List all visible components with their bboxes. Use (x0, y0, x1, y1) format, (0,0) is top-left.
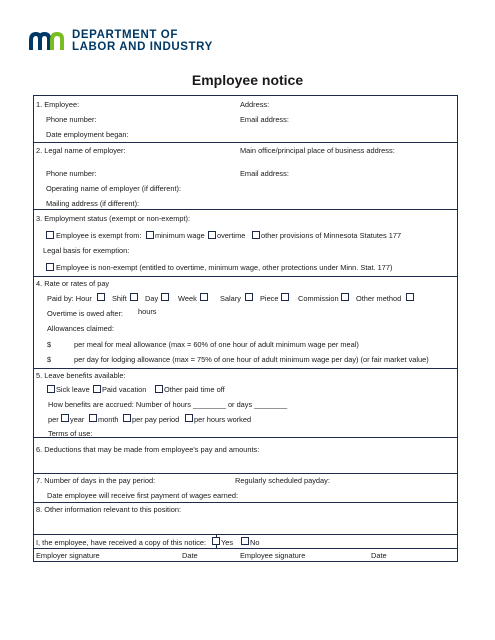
other-method-label: Other method (356, 294, 402, 303)
employer-signature-label: Employer signature (36, 551, 100, 560)
per-month-checkbox[interactable] (89, 414, 97, 422)
per-pay-period-checkbox[interactable] (123, 414, 131, 422)
overtime-checkbox[interactable] (208, 231, 216, 239)
employee-notice-form (33, 95, 458, 562)
lodging-allowance-label: per day for lodging allowance (max = 75% of one hour of adult minimum wage per day) (or fair market value) (74, 355, 429, 364)
employee-signature-label: Employee signature (240, 551, 306, 560)
month-label: month (98, 415, 119, 424)
received-no-checkbox[interactable] (241, 537, 249, 545)
email-label: Email address: (240, 115, 289, 124)
scheduled-payday-label: Regularly scheduled payday: (235, 476, 330, 485)
legal-name-label: 2. Legal name of employer: (36, 146, 126, 155)
rate-of-pay-label: 4. Rate or rates of pay (36, 279, 110, 288)
allowances-label: Allowances claimed: (47, 324, 114, 333)
exempt-from-label: Employee is exempt from: (56, 231, 142, 240)
employee-date-label: Date (371, 551, 387, 560)
divider-1 (34, 142, 457, 143)
per-hours-worked-checkbox[interactable] (185, 414, 193, 422)
other-provisions-checkbox[interactable] (252, 231, 260, 239)
terms-of-use-label: Terms of use: (48, 429, 93, 438)
employer-date-label: Date (182, 551, 198, 560)
days-in-pay-period-label: 7. Number of days in the pay period: (36, 476, 156, 485)
sick-leave-checkbox[interactable] (47, 385, 55, 393)
other-paid-time-checkbox[interactable] (155, 385, 163, 393)
main-office-label: Main office/principal place of business address: (240, 146, 395, 155)
paid-vacation-checkbox[interactable] (93, 385, 101, 393)
received-copy-label: I, the employee, have received a copy of this notice: (36, 538, 207, 547)
divider-8 (34, 534, 457, 535)
overtime-owed-label: Overtime is owed after: (47, 309, 123, 318)
commission-checkbox[interactable] (341, 293, 349, 301)
deductions-label: 6. Deductions that may be made from employee's pay and amounts: (36, 445, 260, 454)
divider-6 (34, 473, 457, 474)
divider-4 (34, 368, 457, 369)
commission-label: Commission (298, 294, 339, 303)
non-exempt-checkbox[interactable] (46, 263, 54, 271)
date-began-label: Date employment began: (46, 130, 129, 139)
per-pay-period-label: per pay period (132, 415, 180, 424)
salary-label: Salary (220, 294, 241, 303)
employer-email-label: Email address: (240, 169, 289, 178)
shift-label: Shift (112, 294, 127, 303)
received-no-label: No (250, 538, 260, 547)
paid-by-hour-label: Paid by: Hour (47, 294, 92, 303)
piece-checkbox[interactable] (281, 293, 289, 301)
mailing-address-label: Mailing address (if different): (46, 199, 140, 208)
divider-9 (34, 548, 457, 549)
shift-checkbox[interactable] (130, 293, 138, 301)
lodging-dollar-sign: $ (47, 355, 52, 364)
leave-benefits-label: 5. Leave benefits available: (36, 371, 126, 380)
per-hours-worked-label: per hours worked (194, 415, 252, 424)
logo-line-2: LABOR AND INDUSTRY (72, 41, 213, 53)
mn-logo-mark (29, 31, 65, 51)
day-label: Day (145, 294, 159, 303)
phone-label: Phone number: (46, 115, 97, 124)
other-method-checkbox[interactable] (406, 293, 414, 301)
first-payment-label: Date employee will receive first payment of wages earned: (47, 491, 239, 500)
dli-logo (29, 28, 249, 54)
per-label: per (48, 415, 59, 424)
year-label: year (70, 415, 85, 424)
meal-dollar-sign: $ (47, 340, 52, 349)
overtime-label: overtime (217, 231, 246, 240)
piece-label: Piece (260, 294, 279, 303)
page-title: Employee notice (191, 72, 304, 88)
hour-checkbox[interactable] (97, 293, 105, 301)
employee-label: 1. Employee: (36, 100, 80, 109)
other-paid-time-label: Other paid time off (164, 385, 225, 394)
paid-vacation-label: Paid vacation (102, 385, 147, 394)
other-provisions-label: other provisions of Minnesota Statutes 177 (261, 231, 402, 240)
meal-allowance-label: per meal for meal allowance (max = 60% of one hour of adult minimum wage per meal) (74, 340, 359, 349)
hours-label: hours (138, 307, 157, 316)
exempt-checkbox[interactable] (46, 231, 54, 239)
per-year-checkbox[interactable] (61, 414, 69, 422)
divider-7 (34, 502, 457, 503)
logo-wordmark (72, 29, 213, 53)
other-info-label: 8. Other information relevant to this position: (36, 505, 182, 514)
received-yes-label: Yes (221, 538, 234, 547)
non-exempt-label: Employee is non-exempt (entitled to overtime, minimum wage, other protections under Minn. Stat. 177) (56, 263, 393, 272)
salary-checkbox[interactable] (245, 293, 253, 301)
received-yes-checkbox[interactable] (212, 537, 220, 545)
logo-line-1: DEPARTMENT OF (72, 29, 178, 41)
employment-status-label: 3. Employment status (exempt or non-exempt): (36, 214, 191, 223)
week-label: Week (178, 294, 197, 303)
operating-name-label: Operating name of employer (if different): (46, 184, 182, 193)
minimum-wage-checkbox[interactable] (146, 231, 154, 239)
legal-basis-label: Legal basis for exemption: (43, 246, 130, 255)
sick-leave-label: Sick leave (56, 385, 90, 394)
week-checkbox[interactable] (200, 293, 208, 301)
day-checkbox[interactable] (161, 293, 169, 301)
address-label: Address: (240, 100, 270, 109)
employer-phone-label: Phone number: (46, 169, 97, 178)
divider-3 (34, 276, 457, 277)
divider-5 (34, 437, 457, 438)
benefits-accrued-label: How benefits are accrued: Number of hours ________ or days ________ (48, 400, 288, 409)
minimum-wage-label: minimum wage (155, 231, 205, 240)
divider-2 (34, 209, 457, 210)
